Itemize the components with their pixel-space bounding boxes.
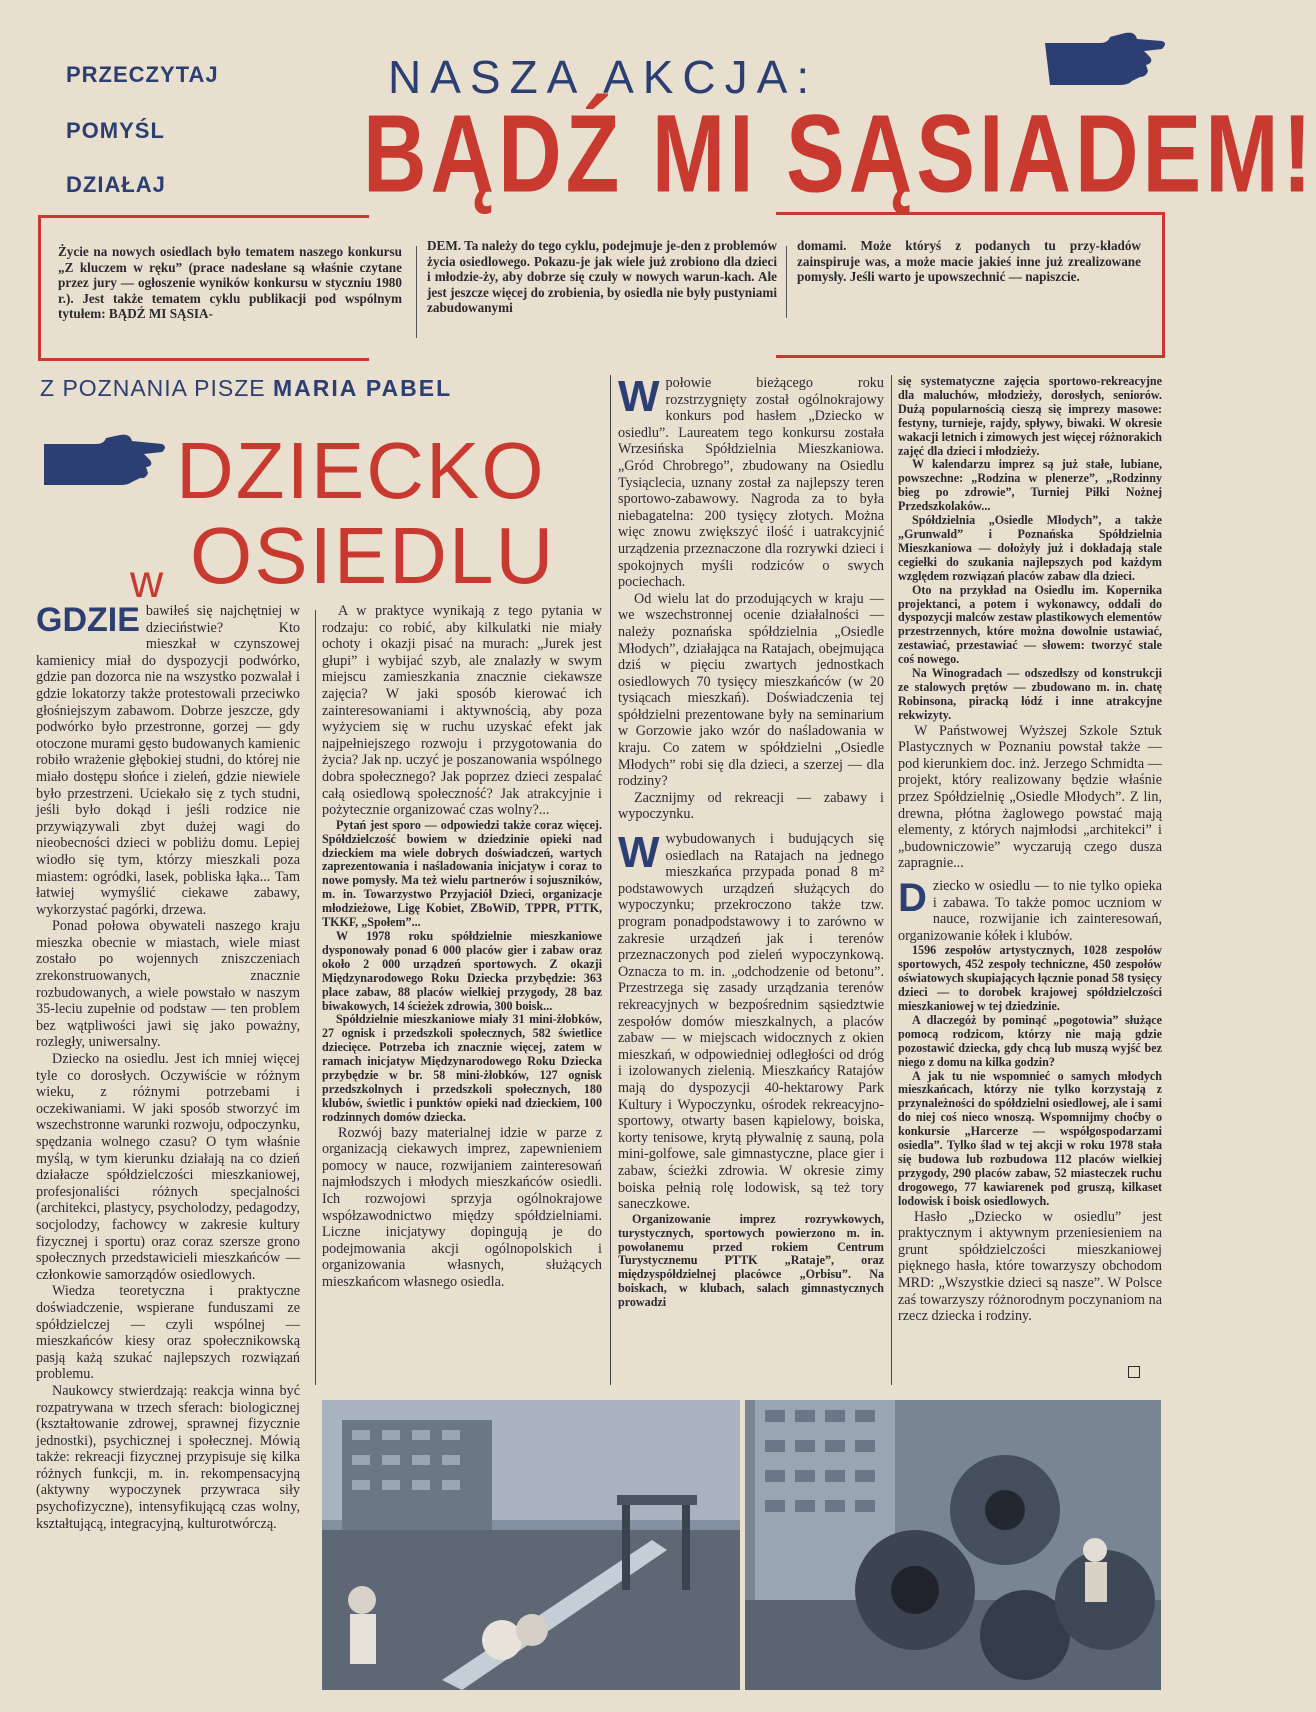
end-mark <box>1128 1366 1140 1378</box>
paragraph: W Państwowej Wyższej Szkole Sztuk Plastycznych w Poznaniu powstał także — pod kierunkiem doc. inż. Jerzego Schmidta — projekt, który realizowany będzie właśnie przez Spółdzielnię „Osiedle Młodych”. Z lin, drewna, płótna żaglowego powstać mają elementy, z których najmłodsi „architekci” i „budowniczowie” wyczarują czego dusza zapragnie... <box>898 722 1162 872</box>
article-title-w: w <box>130 555 166 607</box>
paragraph: Dziecko na osiedlu. Jest ich mniej więcej tyle co dorosłych. Oczywiście w różnym wieku, z różnymi potrzebami i oczekiwaniami. W jaki sposób stworzyć im wszechstronne warunki rozwoju, odpoczynku, spędzania wolnego czasu? O tym właśnie myślą, w tym kierunku działają na co dzień działacze spółdzielczości mieszkaniowej, profesjonaliści różnych specjalności (architekci, plastycy, psycholodzy, pedagodzy, socjolodzy, fachowcy w zakresie kultury fizycznej i sportu) oraz coraz szersze grono społecznych przedstawicieli mieszkańców — członkowie samorządów osiedlowych. <box>36 1051 300 1283</box>
intro-divider-2 <box>786 246 787 318</box>
paragraph: Naukowcy stwierdzają: reakcja winna być rozpatrywana w trzech sferach: biologicznej (kształtowanie zdrowej, sprawnej fizycznie jednostki), psychicznej i społecznej. Mówią także: rekreacji fizycznej przypisuje się kilka różnych funkcji, m. in. rekompensacyjną (aktywny wypoczynek przywraca siły psychofizyczne), intensyfikującą czas wolny, kształtującą, integracyjną, kulturotwórczą. <box>36 1382 300 1532</box>
kicker-think: POMYŚL <box>66 118 165 143</box>
kicker-act: DZIAŁAJ <box>66 172 166 197</box>
stats-paragraph: W kalendarzu imprez są już stałe, lubiane, powszechne: „Rodzina w plenerze”, „Rodzinny bieg po zdrowie”, Turniej Piłki Nożnej Przedszkolaków... <box>898 457 1162 514</box>
paragraph: Zacznijmy od rekreacji — zabawy i wypoczynku. <box>618 789 884 823</box>
article-title-line2: OSIEDLU <box>190 511 556 600</box>
drop-cap: W <box>618 372 660 421</box>
stats-box <box>898 944 1162 1208</box>
column-rule <box>315 610 316 1385</box>
paragraph: Wiedza teoretyczna i praktyczne doświadczenie, wspierane funduszami ze spółdzielczej — czyli wspólnej — mieszkańców kiesy oraz społecznikowską pasją każą szukać najlepszych rozwiązań problemu. <box>36 1283 300 1383</box>
stats-paragraph: Na Winogradach — odszedłszy od konstrukcji ze stalowych prętów — zbudowano m. in. chatę Robinsona, piracką łódź i inne atrakcyjne rekwizyty. <box>898 666 1162 722</box>
intro-box-right <box>776 212 1165 358</box>
photo-illustration <box>745 1400 1161 1690</box>
drop-cap: D <box>898 876 927 920</box>
intro-divider-1 <box>416 246 417 338</box>
paragraph: Od wielu lat do przodujących w kraju — we wszechstronnej ocenie działalności — należy poznańska spółdzielnia „Osiedle Młodych”, działająca na Ratajach, obejmująca dziś w pięciu zwartych jednostkach osiedlowych 70 tysięcy mieszkańców (w 20 tysiącach mieszkań). Doświadczenia tej spółdzielni prezentowane były na seminarium w Gorzowie jako wzór do naśladowania w kraju. Co zatem w spółdzielni „Osiedle Młodych” robi się dla dzieci, a szerzej — dla rodziny? <box>618 590 884 790</box>
byline <box>40 375 452 402</box>
stats-box <box>322 819 602 1125</box>
stats-paragraph: Organizowanie imprez rozrywkowych, turystycznych, sportowych powierzono m. in. powołanemu przed rokiem Centrum Turystycznemu PTTK „Rataje”, oraz międzyspółdzielnej placówce „Orbisu”. Na boiskach, w klubach, salach gimnastycznych prowadzi <box>618 1211 884 1310</box>
stats-box <box>898 375 1162 723</box>
paragraph: A w praktyce wynikają z tego pytania w rodzaju: co robić, aby kilkulatki nie miały ochoty i okazji pisać na murach: „Jurek jest głupi” i wybijać szyb, ale znalazły w swym miejscu zamieszkania znacznie ciekawsze zajęcia? W jaki sposób kierować ich zainteresowaniami i aktywnością, aby poza wyżyciem się w ruchu uzyskać efekt jak najpełniejszego rozwoju i przygotowania do życia? Jak np. uczyć je poszanowania wspólnego dobra społecznego? Jak poprzez dzieci zespalać całą osiedlową społeczność? Jak atrakcyjnie i pożytecznie organizować czas wolny?... <box>322 603 602 819</box>
pointing-hand-icon <box>40 430 170 486</box>
photo-playground-spheres <box>745 1400 1161 1690</box>
drop-word: GDZIE <box>36 601 140 639</box>
stats-box <box>618 1213 884 1310</box>
author-name: MARIA PABEL <box>273 375 453 401</box>
drop-cap: W <box>618 828 660 878</box>
intro-col-2: DEM. Ta należy do tego cyklu, podejmuje je-den z problemów życia osiedlowego. Pokazu-je jak wiele już zrobiono dla dzieci i młodzie-ży, aby dobrze się czuły w nowych warun-kach. Ale jest jeszcze więcej do zrobienia, by osiedla nie były pustyniami zabudowanymi <box>427 238 777 315</box>
action-heading: NASZA AKCJA: <box>388 51 819 103</box>
col3-lead: połowie bieżącego roku rozstrzygnięty został ogólnokrajowy konkurs pod hasłem „Dziecko w osiedlu”. Laureatem tego konkursu została Wrzesińska Spółdzielnia Mieszkaniowa. „Gród Chrobrego”, zbudowany na Osiedlu Tysiąclecia, uznany został za najlepszy teren sportowo-zabawowy. Nagroda za to była niebagatelna: 200 tysięcy złotych. Można więc znowu zwiększyć ilość i uatrakcyjnić urządzenia przeznaczone dla rozrywki dzieci i spokojnych myśli rodziców o swych pociechach. <box>618 375 884 591</box>
stats-paragraph: Oto na przykład na Osiedlu im. Kopernika projektanci, a potem i wykonawcy, oddali do dyspozycji malców zestaw plastikowych elementów przestrzennych, które można dowolnie ustawiać, zestawiać, przestawiać — słowem: tworzyć stale coś nowego. <box>898 582 1162 667</box>
slogan-title: BĄDŹ MI SĄSIADEM! <box>363 91 1316 215</box>
col1-lead: bawiłeś się najchętniej w dzieciństwie? Kto mieszkał w czynszowej kamienicy miał do dyspozycji podwórko, gdzie pan dozorca nie na wszystko pozwalał i gdzie lokatorzy także protestowali przeciwko głośniejszym zabawom. Dobrze jeszcze, gdy podwórko było przestronne, gorzej — gdy otoczone murami gęsto budowanych kamienic robiło wrażenie głębokiej studni, do której nie miało dostępu słońce i zieleń, gdzie niewiele było przestrzeni. Uciekało się z tych studni, jeśli było dokąd i jeśli rodzice nie przywiązywali zbyt dużej wagi do nieobecności dzieci w pobliżu domu. Lepiej wiodło się tym, którzy mieszkali poza miastem: ogródki, lasek, pobliska łąka... Tam łatwiej wymyślić ciekawe zabawy, wykorzystać pagórki, drzewa. <box>36 603 300 918</box>
intro-col-3: domami. Może któryś z podanych tu przy-kładów zainspiruje was, a może macie jakieś inne już zrealizowane pomysły. Jeśli warto je upowszechnić — napiszcie. <box>797 238 1141 284</box>
paragraph: Ponad połowa obywateli naszego kraju mieszka obecnie w miastach, wiele miast zostało po wojennych zniszczeniach zrekonstruowanych, znacznie rozbudowanych, a wiele powstało w naszym 35-leciu zupełnie od podstaw — ten problem bez wątpliwości jawi się jako poważny, rozległy, uniwersalny. <box>36 918 300 1051</box>
col4-lead: ziecko w osiedlu — to nie tylko opieka i zabawa. To także pomoc uczniom w nauce, rozwijanie ich zainteresowań, organizowanie kółek i klubów. <box>898 878 1162 944</box>
stats-paragraph: Spółdzielnie mieszkaniowe miały 31 mini-żłobków, 27 ognisk i przedszkoli społecznych, 582 świetlice dziecięce. Potrzeba ich znacznie więcej, zatem w ramach inicjatyw Międzynarodowego Roku Dziecka przybędzie w br. 58 mini-żłobków, 127 ognisk przedszkolnych i przedszkoli społecznych, 180 klubów, świetlic i punktów opieki nad dzieckiem, 100 rodzinnych domów dziecka. <box>322 1012 602 1124</box>
stats-paragraph: A dlaczegóż by pominąć „pogotowia” służące pomocą rodzicom, którzy nie mają gdzie pozostawić dziecka, gdy chcą lub muszą wyjść bez niego z domu na kilka godzin? <box>898 1012 1162 1069</box>
photo-playground-slide <box>322 1400 740 1690</box>
column-rule <box>891 375 892 1385</box>
article-column-2 <box>322 603 602 1388</box>
stats-paragraph: Spółdzielnia „Osiedle Młodych”, a także „Grunwald” i Poznańska Spółdzielnia Mieszkaniowa — dołożyły już i dokładają stale cegiełki do szukania najlepszych pod każdym względem rozwiązań placów zabaw dla dzieci. <box>898 513 1162 583</box>
article-column-4 <box>898 375 1162 1385</box>
col3-lead-2: wybudowanych i budujących się osiedlach na Ratajach na jednego mieszkańca przypada ponad 8 m² podstawowych urządzeń służących do wypoczynku; przekroczono także tzw. program ponadpodstawowy i to zarówno w zakresie urządzeń jak i terenów przeznaczonych pod zieleń wypoczynkową. Oznacza to m. in. „odchodzenie od betonu”. Przestrzega się zasady urządzania terenów rekreacyjnych w bezpośrednim sąsiedztwie zespołów domów mieszkalnych, a placów zabaw — w miejscach widocznych z okien mieszkań, w odpowiedniej odległości od dróg i izolowanych zielenią. Mieszkańcy Ratajów mają do dyspozycji 40-hektarowy Park Kultury i Wypoczynku, ośrodek rekreacyjno-sportowy, otwarty basen kąpielowy, boiska, korty tenisowe, krytą pływalnię z sauną, pola mini-golfowe, sale gimnastyczne, place gier i zabaw, ścieżki zdrowia. W okresie zimy boiska pełnią rolę lodowisk, są też tory saneczkowe. <box>618 831 884 1213</box>
article-column-3 <box>618 372 884 1385</box>
stats-paragraph: Pytań jest sporo — odpowiedzi także coraz więcej. Spółdzielczość bowiem w dziedzinie opieki nad dzieckiem ma wiele dobrych doświadczeń, wartych zaprezentowania i naśladowania inicjatyw i coraz to nowe pomysły. Ma też wielu partnerów i sojuszników, m. in. Towarzystwo Przyjaciół Dzieci, organizacje młodzieżowe, Ligę Kobiet, ZBoWiD, TPPR, PTTK, TKKF, „Społem”... <box>322 817 602 930</box>
stats-paragraph: W 1978 roku spółdzielnie mieszkaniowe dysponowały ponad 6 000 placów gier i zabaw oraz około 2 000 urządzeń sportowych. Z okazji Międzynarodowego Roku Dziecka przybędzie: 363 place zabaw, 88 placów wielkiej przygody, 28 baz biwakowych, 14 ścieżek zdrowia, 300 boisk... <box>322 928 602 1013</box>
article-title-line1: DZIECKO <box>176 426 546 515</box>
kicker-read: PRZECZYTAJ <box>66 62 219 87</box>
stats-paragraph: 1596 zespołów artystycznych, 1028 zespołów sportowych, 452 zespoły techniczne, 450 zespołów oświatowych skupiających łącznie ponad 58 tysięcy dzieci — to dorobek krajowej spółdzielczości mieszkaniowej w tej dziedzinie. <box>898 943 1162 1013</box>
photo-illustration <box>322 1400 740 1690</box>
stats-paragraph: się systematyczne zajęcia sportowo-rekreacyjne dla maluchów, młodzieży, dorosłych, seniorów. Dużą popularnością cieszą się imprezy masowe: festyny, turnieje, rajdy, spływy, biwaki. W okresie wakacji letnich i zimowych jest więcej różnorakich zajęć dla dzieci i młodzieży. <box>898 374 1162 458</box>
pointing-hand-icon <box>1040 25 1165 87</box>
column-rule <box>610 375 611 1385</box>
intro-col-1: Życie na nowych osiedlach było tematem naszego konkursu „Z kluczem w ręku” (prace nadesłane są właśnie czytane przez jury — ogłoszenie wyników konkursu w styczniu 1980 r.). Jest także tematem cyklu publikacji pod wspólnym tytułem: BĄDŹ MI SĄSIA- <box>58 244 402 321</box>
byline-prefix: Z POZNANIA PISZE <box>40 375 266 401</box>
stats-paragraph: A jak tu nie wspomnieć o samych młodych mieszkańcach, którzy nie tylko korzystają z przynależności do spółdzielni osiedlowej, ale i sami do niej coś nieco wnoszą. Wspomnijmy choćby o konkursie „Harcerze — współgospodarzami osiedla”. Tylko ślad w tej akcji w roku 1978 stała się budowa lub rozbudowa 112 placów wielkiej przygody, 290 placów zabaw, 52 miasteczek ruchu drogowego, 77 kawiarenek pod gruszą, kilkaset lodowisk i boisk osiedlowych. <box>898 1068 1162 1208</box>
paragraph: Rozwój bazy materialnej idzie w parze z organizacją ciekawych imprez, zapewnieniem pomocy w nauce, rozwijaniem zainteresowań najmłodszych i młodych mieszkańców osiedli. Ich rozwojowi sprzyja ogólnokrajowe współzawodnictwo między spółdzielniami. Liczne inicjatywy dopingują je do podejmowania akcji ogólnopolskich i organizowania własnych, służących mieszkańcom własnego osiedla. <box>322 1124 602 1290</box>
article-column-1 <box>36 603 300 1673</box>
paragraph: Hasło „Dziecko w osiedlu” jest praktycznym i aktywnym przeniesieniem na grunt spółdzielczości mieszkaniowej pięknego hasła, które towarzyszy obchodom MRD: „Wszystkie dzieci są nasze”. W Polsce zaś towarzyszy różnorodnym poczynaniom na rzecz dziecka i rodziny. <box>898 1208 1162 1325</box>
